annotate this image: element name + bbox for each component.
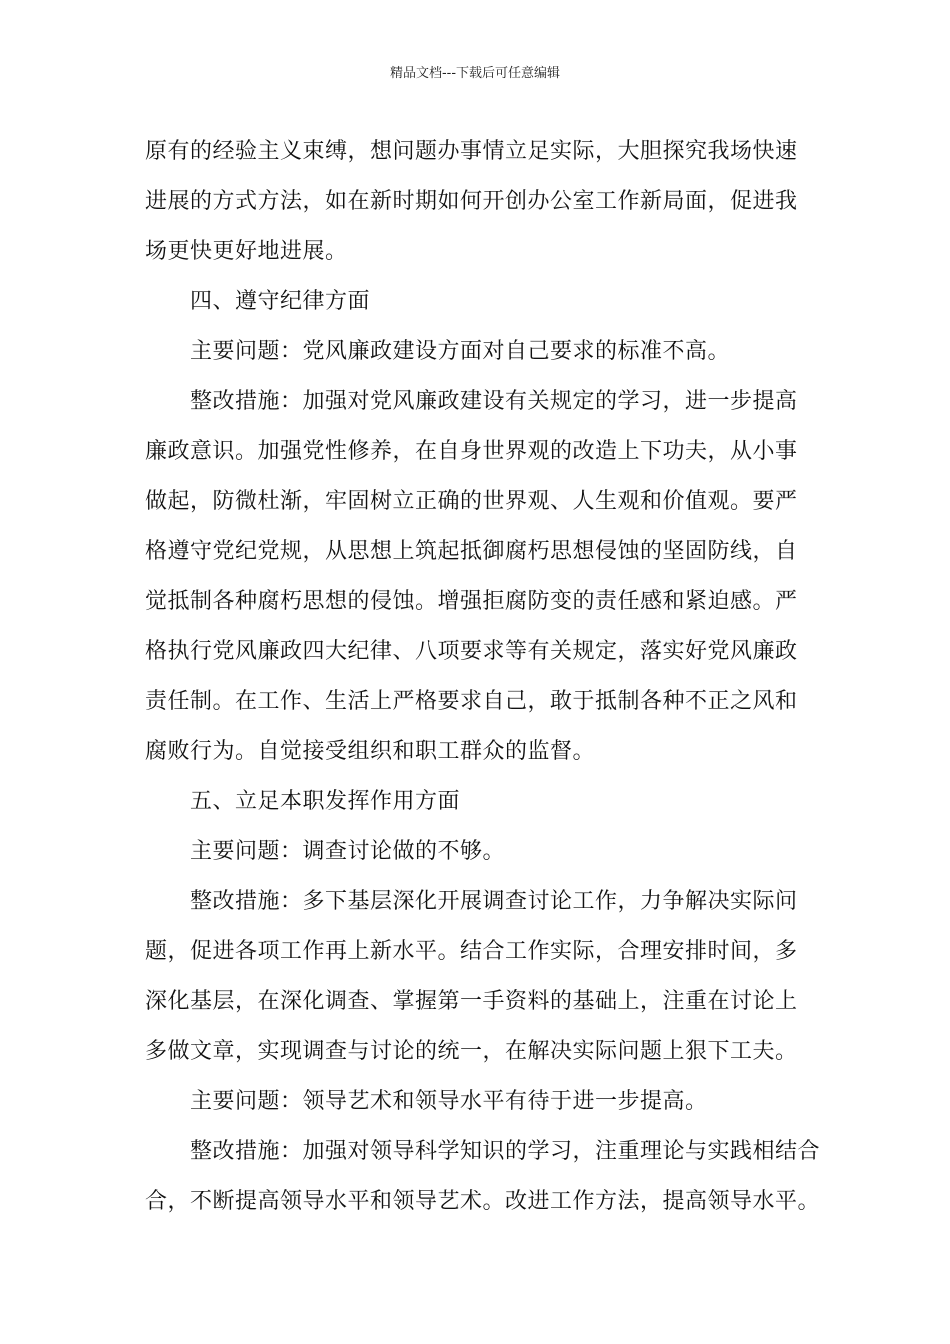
section-heading: 四、遵守纪律方面 xyxy=(190,289,371,314)
text-line: 觉抵制各种腐朽思想的侵蚀。增强拒腐防变的责任感和紧迫感。严 xyxy=(145,589,798,614)
text-line: 整改措施：加强对领导科学知识的学习，注重理论与实践相结合 xyxy=(190,1139,821,1164)
text-line: 整改措施：多下基层深化开展调查讨论工作，力争解决实际问 xyxy=(190,889,798,914)
text-line: 多做文章，实现调查与讨论的统一，在解决实际问题上狠下工夫。 xyxy=(145,1039,798,1064)
text-line: 主要问题：领导艺术和领导水平有待于进一步提高。 xyxy=(190,1089,708,1114)
text-line: 场更快更好地进展。 xyxy=(145,239,348,264)
text-line: 主要问题：调查讨论做的不够。 xyxy=(190,839,506,864)
text-line: 原有的经验主义束缚，想问题办事情立足实际，大胆探究我场快速 xyxy=(145,139,798,164)
text-line: 廉政意识。加强党性修养，在自身世界观的改造上下功夫，从小事 xyxy=(145,439,798,464)
text-line: 腐败行为。自觉接受组织和职工群众的监督。 xyxy=(145,739,596,764)
text-line: 合，不断提高领导水平和领导艺术。改进工作方法，提高领导水平。 xyxy=(145,1189,821,1214)
text-line: 责任制。在工作、生活上严格要求自己，敢于抵制各种不正之风和 xyxy=(145,689,798,714)
page-header: 精品文档---下载后可任意编辑 xyxy=(389,66,561,81)
text-line: 整改措施：加强对党风廉政建设有关规定的学习，进一步提高 xyxy=(190,389,798,414)
text-line: 进展的方式方法，如在新时期如何开创办公室工作新局面，促进我 xyxy=(145,189,798,214)
section-heading: 五、立足本职发挥作用方面 xyxy=(190,789,461,814)
text-line: 主要问题：党风廉政建设方面对自己要求的标准不高。 xyxy=(190,339,731,364)
text-line: 深化基层，在深化调查、掌握第一手资料的基础上，注重在讨论上 xyxy=(145,989,798,1014)
text-line: 格执行党风廉政四大纪律、八项要求等有关规定，落实好党风廉政 xyxy=(145,639,798,664)
text-line: 格遵守党纪党规，从思想上筑起抵御腐朽思想侵蚀的坚固防线，自 xyxy=(145,539,798,564)
text-line: 题，促进各项工作再上新水平。结合工作实际，合理安排时间，多 xyxy=(145,939,798,964)
text-line: 做起，防微杜渐，牢固树立正确的世界观、人生观和价值观。要严 xyxy=(145,489,798,514)
